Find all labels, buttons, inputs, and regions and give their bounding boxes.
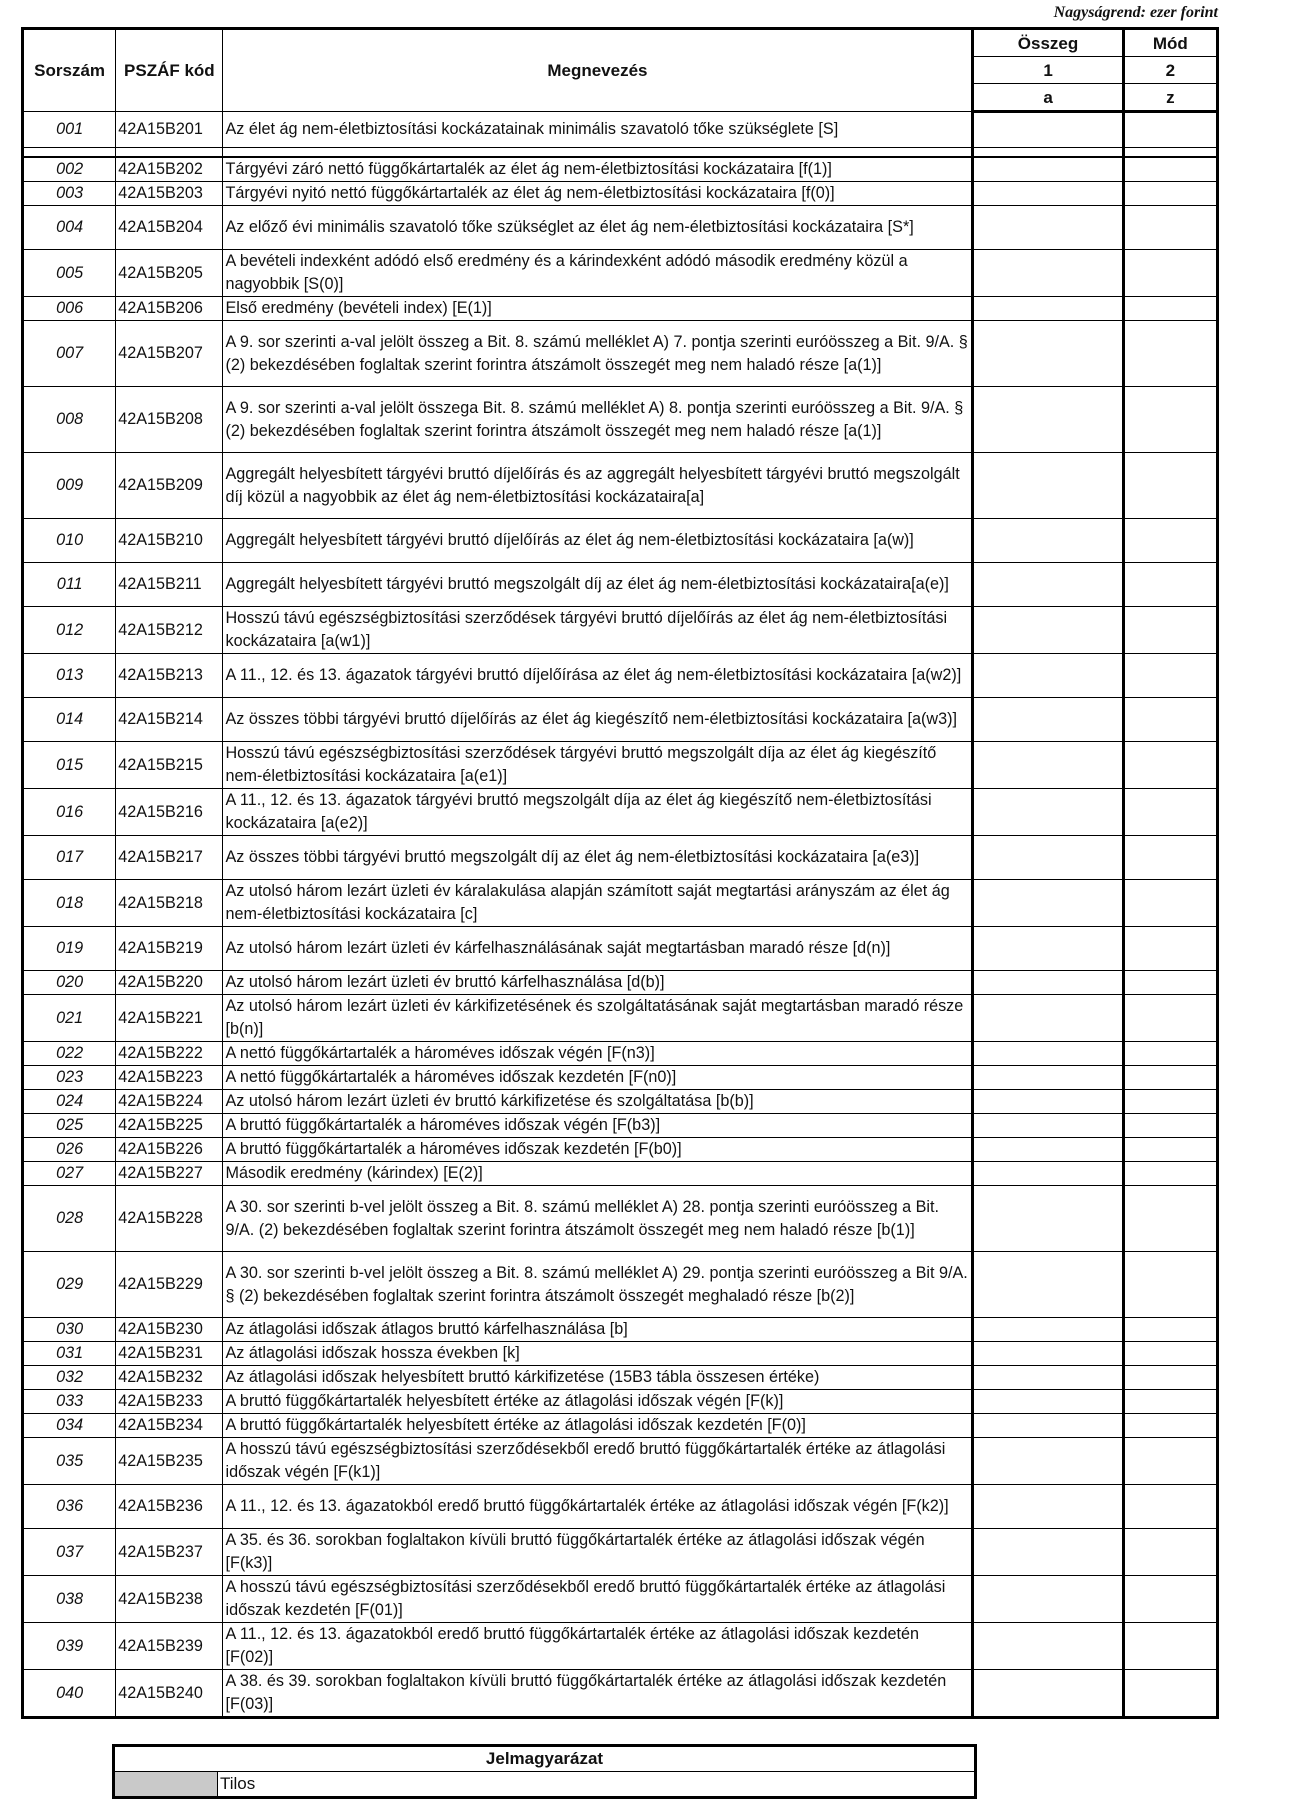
row-name: Tárgyévi záró nettó függőkártartalék az élet ág nem-életbiztosítási kockázataira [f(1)] <box>223 157 973 182</box>
row-seq: 034 <box>23 1414 116 1438</box>
row-code: 42A15B213 <box>116 654 223 698</box>
row-code: 42A15B214 <box>116 698 223 742</box>
row-name: A nettó függőkártartalék a hároméves időszak kezdetén [F(n0)] <box>223 1066 973 1090</box>
row-name: A bruttó függőkártartalék a hároméves időszak végén [F(b3)] <box>223 1114 973 1138</box>
row-code: 42A15B215 <box>116 742 223 789</box>
table-row <box>23 1342 1218 1366</box>
row-name: Aggregált helyesbített tárgyévi bruttó megszolgált díj az élet ág nem-életbiztosítási kockázataira[a(e)] <box>223 563 973 607</box>
row-code: 42A15B236 <box>116 1485 223 1529</box>
row-seq: 015 <box>23 742 116 789</box>
row-seq: 009 <box>23 453 116 519</box>
table-row <box>23 742 1218 789</box>
row-amount-cell[interactable] <box>973 1623 1123 1670</box>
row-amount-cell[interactable] <box>973 387 1123 453</box>
row-amount-cell[interactable] <box>973 1114 1123 1138</box>
row-name: A 35. és 36. sorokban foglaltakon kívüli bruttó függőkártartalék értéke az átlagolási időszak végén [F(k3)] <box>223 1529 973 1576</box>
row-mode-cell[interactable] <box>1123 1670 1217 1718</box>
row-seq: 016 <box>23 789 116 836</box>
row-seq: 033 <box>23 1390 116 1414</box>
row-mode-cell[interactable] <box>1123 112 1217 148</box>
row-mode-cell[interactable] <box>1123 654 1217 698</box>
legend-swatch <box>114 1772 218 1798</box>
row-name: Az átlagolási időszak helyesbített bruttó kárkifizetése (15B3 tábla összesen értéke) <box>223 1366 973 1390</box>
row-mode-cell[interactable] <box>1123 836 1217 880</box>
table-row <box>23 1529 1218 1576</box>
row-code: 42A15B204 <box>116 206 223 250</box>
row-mode-cell[interactable] <box>1123 607 1217 654</box>
row-code: 42A15B209 <box>116 453 223 519</box>
row-seq: 005 <box>23 250 116 297</box>
row-code: 42A15B221 <box>116 995 223 1042</box>
row-mode-cell[interactable] <box>1123 519 1217 563</box>
row-seq: 030 <box>23 1318 116 1342</box>
table-row <box>23 1438 1218 1485</box>
table-row <box>23 453 1218 519</box>
row-mode-cell[interactable] <box>1123 1252 1217 1318</box>
row-seq: 026 <box>23 1138 116 1162</box>
legend-table <box>112 1744 977 1799</box>
row-seq: 029 <box>23 1252 116 1318</box>
row-seq: 013 <box>23 654 116 698</box>
table-row <box>23 1042 1218 1066</box>
table-row <box>23 1576 1218 1623</box>
table-row <box>23 206 1218 250</box>
table-row <box>23 1390 1218 1414</box>
scale-note: Nagyságrend: ezer forint <box>1053 4 1218 21</box>
row-code: 42A15B208 <box>116 387 223 453</box>
row-name: A 30. sor szerinti b-vel jelölt összeg a Bit. 8. számú melléklet A) 28. pontja szerinti euróösszeg a Bit. 9/A. (2) bekezdésében foglaltak szerint forintra átszámolt összegét meg nem haladó része [b(1)] <box>223 1186 973 1252</box>
row-amount-cell[interactable] <box>973 1042 1123 1066</box>
row-name: A 11., 12. és 13. ágazatokból eredő bruttó függőkártartalék értéke az átlagolási időszak kezdetén [F(02)] <box>223 1623 973 1670</box>
table-row <box>23 1114 1218 1138</box>
header-mode: Mód <box>1123 29 1217 57</box>
header-amount-number: 1 <box>973 57 1123 84</box>
table-body <box>23 112 1218 1718</box>
table-row <box>23 1366 1218 1390</box>
row-code: 42A15B225 <box>116 1114 223 1138</box>
row-amount-cell[interactable] <box>973 971 1123 995</box>
header-amount: Összeg <box>973 29 1123 57</box>
row-seq: 004 <box>23 206 116 250</box>
table-row <box>23 1138 1218 1162</box>
table-row <box>23 1414 1218 1438</box>
row-code: 42A15B207 <box>116 321 223 387</box>
row-code: 42A15B216 <box>116 789 223 836</box>
row-amount-cell[interactable] <box>973 1252 1123 1318</box>
row-code: 42A15B218 <box>116 880 223 927</box>
row-amount-cell[interactable] <box>973 1485 1123 1529</box>
row-seq: 007 <box>23 321 116 387</box>
row-mode-cell[interactable] <box>1123 698 1217 742</box>
row-name: Az utolsó három lezárt üzleti év kárkifizetésének és szolgáltatásának saját megtartásban maradó része [b(n)] <box>223 995 973 1042</box>
row-seq: 023 <box>23 1066 116 1090</box>
row-name: A 9. sor szerinti a-val jelölt összega Bit. 8. számú melléklet A) 8. pontja szerinti euróösszeg a Bit. 9/A. § (2) bekezdésében foglaltak szerint forintra átszámolt összegét meg nem haladó része [a(1)] <box>223 387 973 453</box>
row-name: Aggregált helyesbített tárgyévi bruttó díjelőírás és az aggregált helyesbített tárgyévi bruttó megszolgált díj közül a nagyobbik az élet ág nem-életbiztosítási kockázataira[a] <box>223 453 973 519</box>
row-seq: 031 <box>23 1342 116 1366</box>
row-mode-cell[interactable] <box>1123 1390 1217 1414</box>
row-code: 42A15B231 <box>116 1342 223 1366</box>
row-seq: 032 <box>23 1366 116 1390</box>
row-mode-cell[interactable] <box>1123 1529 1217 1576</box>
legend-title: Jelmagyarázat <box>114 1746 976 1772</box>
row-mode-cell[interactable] <box>1123 157 1217 182</box>
row-mode-cell[interactable] <box>1123 297 1217 321</box>
row-seq: 002 <box>23 157 116 182</box>
row-mode-cell[interactable] <box>1123 995 1217 1042</box>
row-amount-cell[interactable] <box>973 1414 1123 1438</box>
separator-cell <box>223 148 973 158</box>
row-code: 42A15B237 <box>116 1529 223 1576</box>
table-row <box>23 321 1218 387</box>
row-amount-cell[interactable] <box>973 1090 1123 1114</box>
row-amount-cell[interactable] <box>973 182 1123 206</box>
row-mode-cell[interactable] <box>1123 1066 1217 1090</box>
row-name: Az előző évi minimális szavatoló tőke szükséglet az élet ág nem-életbiztosítási kockázataira [S*] <box>223 206 973 250</box>
row-code: 42A15B240 <box>116 1670 223 1718</box>
table-row <box>23 971 1218 995</box>
row-seq: 025 <box>23 1114 116 1138</box>
row-mode-cell[interactable] <box>1123 1090 1217 1114</box>
row-name: Az utolsó három lezárt üzleti év kárfelhasználásának saját megtartásban maradó része [d(n)] <box>223 927 973 971</box>
row-amount-cell[interactable] <box>973 698 1123 742</box>
row-seq: 018 <box>23 880 116 927</box>
row-seq: 035 <box>23 1438 116 1485</box>
table-row <box>23 607 1218 654</box>
row-seq: 037 <box>23 1529 116 1576</box>
row-mode-cell[interactable] <box>1123 1342 1217 1366</box>
row-name: Az összes többi tárgyévi bruttó díjelőírás az élet ág kiegészítő nem-életbiztosítási kockázataira [a(w3)] <box>223 698 973 742</box>
separator-cell <box>116 148 223 158</box>
row-name: Az utolsó három lezárt üzleti év bruttó kárkifizetése és szolgáltatása [b(b)] <box>223 1090 973 1114</box>
row-code: 42A15B228 <box>116 1186 223 1252</box>
legend-item-label: Tilos <box>218 1772 976 1798</box>
row-name: Második eredmény (kárindex) [E(2)] <box>223 1162 973 1186</box>
header-mode-letter: z <box>1123 84 1217 112</box>
row-code: 42A15B234 <box>116 1414 223 1438</box>
table-row <box>23 1066 1218 1090</box>
row-seq: 001 <box>23 112 116 148</box>
header-amount-letter: a <box>973 84 1123 112</box>
row-amount-cell[interactable] <box>973 1670 1123 1718</box>
table-row <box>23 157 1218 182</box>
row-code: 42A15B235 <box>116 1438 223 1485</box>
table-row <box>23 927 1218 971</box>
row-seq: 008 <box>23 387 116 453</box>
table-row <box>23 836 1218 880</box>
row-seq: 006 <box>23 297 116 321</box>
row-seq: 010 <box>23 519 116 563</box>
row-name: A bruttó függőkártartalék helyesbített értéke az átlagolási időszak végén [F(k)] <box>223 1390 973 1414</box>
row-code: 42A15B230 <box>116 1318 223 1342</box>
row-mode-cell[interactable] <box>1123 206 1217 250</box>
row-name: Hosszú távú egészségbiztosítási szerződések tárgyévi bruttó megszolgált díja az élet ág kiegészítő nem-életbiztosítási kockázataira [a(e1)] <box>223 742 973 789</box>
row-amount-cell[interactable] <box>973 607 1123 654</box>
row-amount-cell[interactable] <box>973 1390 1123 1414</box>
row-code: 42A15B220 <box>116 971 223 995</box>
row-amount-cell[interactable] <box>973 563 1123 607</box>
row-mode-cell[interactable] <box>1123 1623 1217 1670</box>
table-row <box>23 387 1218 453</box>
row-mode-cell[interactable] <box>1123 1366 1217 1390</box>
row-mode-cell[interactable] <box>1123 1414 1217 1438</box>
row-mode-cell[interactable] <box>1123 1576 1217 1623</box>
row-amount-cell[interactable] <box>973 453 1123 519</box>
table-row <box>23 182 1218 206</box>
row-seq: 028 <box>23 1186 116 1252</box>
row-seq: 039 <box>23 1623 116 1670</box>
row-seq: 017 <box>23 836 116 880</box>
row-amount-cell[interactable] <box>973 519 1123 563</box>
row-amount-cell[interactable] <box>973 836 1123 880</box>
table-row <box>23 1186 1218 1252</box>
row-name: Első eredmény (bevételi index) [E(1)] <box>223 297 973 321</box>
row-amount-cell[interactable] <box>973 654 1123 698</box>
row-code: 42A15B229 <box>116 1252 223 1318</box>
row-name: Az összes többi tárgyévi bruttó megszolgált díj az élet ág nem-életbiztosítási kockázataira [a(e3)] <box>223 836 973 880</box>
row-amount-cell[interactable] <box>973 1438 1123 1485</box>
row-code: 42A15B206 <box>116 297 223 321</box>
row-code: 42A15B222 <box>116 1042 223 1066</box>
table-row <box>23 789 1218 836</box>
row-seq: 040 <box>23 1670 116 1718</box>
row-mode-cell[interactable] <box>1123 1318 1217 1342</box>
row-name: A bevételi indexként adódó első eredmény és a kárindexként adódó második eredmény közül a nagyobbik [S(0)] <box>223 250 973 297</box>
header-seq: Sorszám <box>23 29 116 112</box>
row-amount-cell[interactable] <box>973 742 1123 789</box>
row-seq: 022 <box>23 1042 116 1066</box>
table-row <box>23 297 1218 321</box>
row-amount-cell[interactable] <box>973 995 1123 1042</box>
row-name: Tárgyévi nyitó nettó függőkártartalék az élet ág nem-életbiztosítási kockázataira [f(0)] <box>223 182 973 206</box>
row-code: 42A15B212 <box>116 607 223 654</box>
row-name: A bruttó függőkártartalék helyesbített értéke az átlagolási időszak kezdetén [F(0)] <box>223 1414 973 1438</box>
row-seq: 027 <box>23 1162 116 1186</box>
table-row <box>23 1090 1218 1114</box>
table-row <box>23 1670 1218 1718</box>
table-row <box>23 250 1218 297</box>
row-code: 42A15B227 <box>116 1162 223 1186</box>
row-mode-cell[interactable] <box>1123 1186 1217 1252</box>
row-mode-cell[interactable] <box>1123 321 1217 387</box>
table-row <box>23 995 1218 1042</box>
row-mode-cell[interactable] <box>1123 453 1217 519</box>
row-code: 42A15B226 <box>116 1138 223 1162</box>
row-mode-cell[interactable] <box>1123 563 1217 607</box>
separator-cell <box>23 148 116 158</box>
row-amount-cell[interactable] <box>973 1576 1123 1623</box>
row-name: A 11., 12. és 13. ágazatok tárgyévi bruttó díjelőírása az élet ág nem-életbiztosítási kockázataira [a(w2)] <box>223 654 973 698</box>
row-code: 42A15B217 <box>116 836 223 880</box>
row-seq: 021 <box>23 995 116 1042</box>
table-row <box>23 880 1218 927</box>
row-code: 42A15B232 <box>116 1366 223 1390</box>
row-amount-cell[interactable] <box>973 157 1123 182</box>
row-seq: 038 <box>23 1576 116 1623</box>
row-code: 42A15B211 <box>116 563 223 607</box>
separator-cell <box>1123 148 1217 158</box>
row-code: 42A15B239 <box>116 1623 223 1670</box>
row-name: Az átlagolási időszak átlagos bruttó kárfelhasználása [b] <box>223 1318 973 1342</box>
row-mode-cell[interactable] <box>1123 387 1217 453</box>
row-amount-cell[interactable] <box>973 927 1123 971</box>
header-name: Megnevezés <box>223 29 973 112</box>
row-seq: 024 <box>23 1090 116 1114</box>
row-name: Az átlagolási időszak hossza években [k] <box>223 1342 973 1366</box>
row-mode-cell[interactable] <box>1123 880 1217 927</box>
row-amount-cell[interactable] <box>973 1342 1123 1366</box>
report-table <box>21 27 1219 1719</box>
row-amount-cell[interactable] <box>973 321 1123 387</box>
row-mode-cell[interactable] <box>1123 971 1217 995</box>
row-mode-cell[interactable] <box>1123 1042 1217 1066</box>
table-row <box>23 1485 1218 1529</box>
row-name: Aggregált helyesbített tárgyévi bruttó díjelőírás az élet ág nem-életbiztosítási kockázataira [a(w)] <box>223 519 973 563</box>
table-row <box>23 563 1218 607</box>
row-name: A hosszú távú egészségbiztosítási szerződésekből eredő bruttó függőkártartalék értéke az átlagolási időszak kezdetén [F(01)] <box>223 1576 973 1623</box>
row-amount-cell[interactable] <box>973 1162 1123 1186</box>
row-amount-cell[interactable] <box>973 880 1123 927</box>
row-code: 42A15B203 <box>116 182 223 206</box>
separator-cell <box>973 148 1123 158</box>
row-amount-cell[interactable] <box>973 1138 1123 1162</box>
row-mode-cell[interactable] <box>1123 250 1217 297</box>
row-name: A 11., 12. és 13. ágazatok tárgyévi bruttó megszolgált díja az élet ág kiegészítő nem-életbiztosítási kockázataira [a(e2)] <box>223 789 973 836</box>
row-amount-cell[interactable] <box>973 1529 1123 1576</box>
row-seq: 003 <box>23 182 116 206</box>
row-seq: 012 <box>23 607 116 654</box>
row-seq: 020 <box>23 971 116 995</box>
row-name: A 11., 12. és 13. ágazatokból eredő bruttó függőkártartalék értéke az átlagolási időszak végén [F(k2)] <box>223 1485 973 1529</box>
row-code: 42A15B223 <box>116 1066 223 1090</box>
row-seq: 036 <box>23 1485 116 1529</box>
row-code: 42A15B219 <box>116 927 223 971</box>
row-name: A bruttó függőkártartalék a hároméves időszak kezdetén [F(b0)] <box>223 1138 973 1162</box>
row-name: A 9. sor szerinti a-val jelölt összeg a Bit. 8. számú melléklet A) 7. pontja szerinti euróösszeg a Bit. 9/A. § (2) bekezdésében foglaltak szerint forintra átszámolt összegét meg nem haladó része [a(1)] <box>223 321 973 387</box>
row-amount-cell[interactable] <box>973 1186 1123 1252</box>
row-amount-cell[interactable] <box>973 112 1123 148</box>
row-amount-cell[interactable] <box>973 789 1123 836</box>
table-row <box>23 1623 1218 1670</box>
row-code: 42A15B238 <box>116 1576 223 1623</box>
row-amount-cell[interactable] <box>973 297 1123 321</box>
row-code: 42A15B201 <box>116 112 223 148</box>
row-name: A hosszú távú egészségbiztosítási szerződésekből eredő bruttó függőkártartalék értéke az átlagolási időszak végén [F(k1)] <box>223 1438 973 1485</box>
row-code: 42A15B205 <box>116 250 223 297</box>
row-separator <box>23 148 1218 158</box>
row-name: Hosszú távú egészségbiztosítási szerződések tárgyévi bruttó díjelőírás az élet ág nem-életbiztosítási kockázataira [a(w1)] <box>223 607 973 654</box>
row-name: Az élet ág nem-életbiztosítási kockázatainak minimális szavatoló tőke szükséglete [S] <box>223 112 973 148</box>
row-seq: 011 <box>23 563 116 607</box>
row-name: Az utolsó három lezárt üzleti év bruttó kárfelhasználása [d(b)] <box>223 971 973 995</box>
row-amount-cell[interactable] <box>973 250 1123 297</box>
row-code: 42A15B224 <box>116 1090 223 1114</box>
table-row <box>23 519 1218 563</box>
table-row <box>23 654 1218 698</box>
row-mode-cell[interactable] <box>1123 789 1217 836</box>
row-name: Az utolsó három lezárt üzleti év káralakulása alapján számított saját megtartási arányszám az élet ág nem-életbiztosítási kockázataira [c] <box>223 880 973 927</box>
row-mode-cell[interactable] <box>1123 1438 1217 1485</box>
row-name: A nettó függőkártartalék a hároméves időszak végén [F(n3)] <box>223 1042 973 1066</box>
header-code: PSZÁF kód <box>116 29 223 112</box>
header-mode-number: 2 <box>1123 57 1217 84</box>
row-amount-cell[interactable] <box>973 1318 1123 1342</box>
row-code: 42A15B233 <box>116 1390 223 1414</box>
table-row <box>23 1318 1218 1342</box>
row-amount-cell[interactable] <box>973 1366 1123 1390</box>
row-mode-cell[interactable] <box>1123 1114 1217 1138</box>
row-name: A 38. és 39. sorokban foglaltakon kívüli bruttó függőkártartalék értéke az átlagolási időszak kezdetén [F(03)] <box>223 1670 973 1718</box>
table-row <box>23 112 1218 148</box>
row-mode-cell[interactable] <box>1123 1138 1217 1162</box>
table-row <box>23 698 1218 742</box>
row-mode-cell[interactable] <box>1123 182 1217 206</box>
row-name: A 30. sor szerinti b-vel jelölt összeg a Bit. 8. számú melléklet A) 29. pontja szerinti euróösszeg a Bit 9/A. § (2) bekezdésében foglaltak szerint forintra átszámolt összegét meghaladó része [b(2)] <box>223 1252 973 1318</box>
row-mode-cell[interactable] <box>1123 1485 1217 1529</box>
row-amount-cell[interactable] <box>973 1066 1123 1090</box>
row-code: 42A15B202 <box>116 157 223 182</box>
table-row <box>23 1162 1218 1186</box>
row-code: 42A15B210 <box>116 519 223 563</box>
row-mode-cell[interactable] <box>1123 927 1217 971</box>
row-amount-cell[interactable] <box>973 206 1123 250</box>
table-row <box>23 1252 1218 1318</box>
row-mode-cell[interactable] <box>1123 742 1217 789</box>
row-seq: 014 <box>23 698 116 742</box>
row-mode-cell[interactable] <box>1123 1162 1217 1186</box>
row-seq: 019 <box>23 927 116 971</box>
